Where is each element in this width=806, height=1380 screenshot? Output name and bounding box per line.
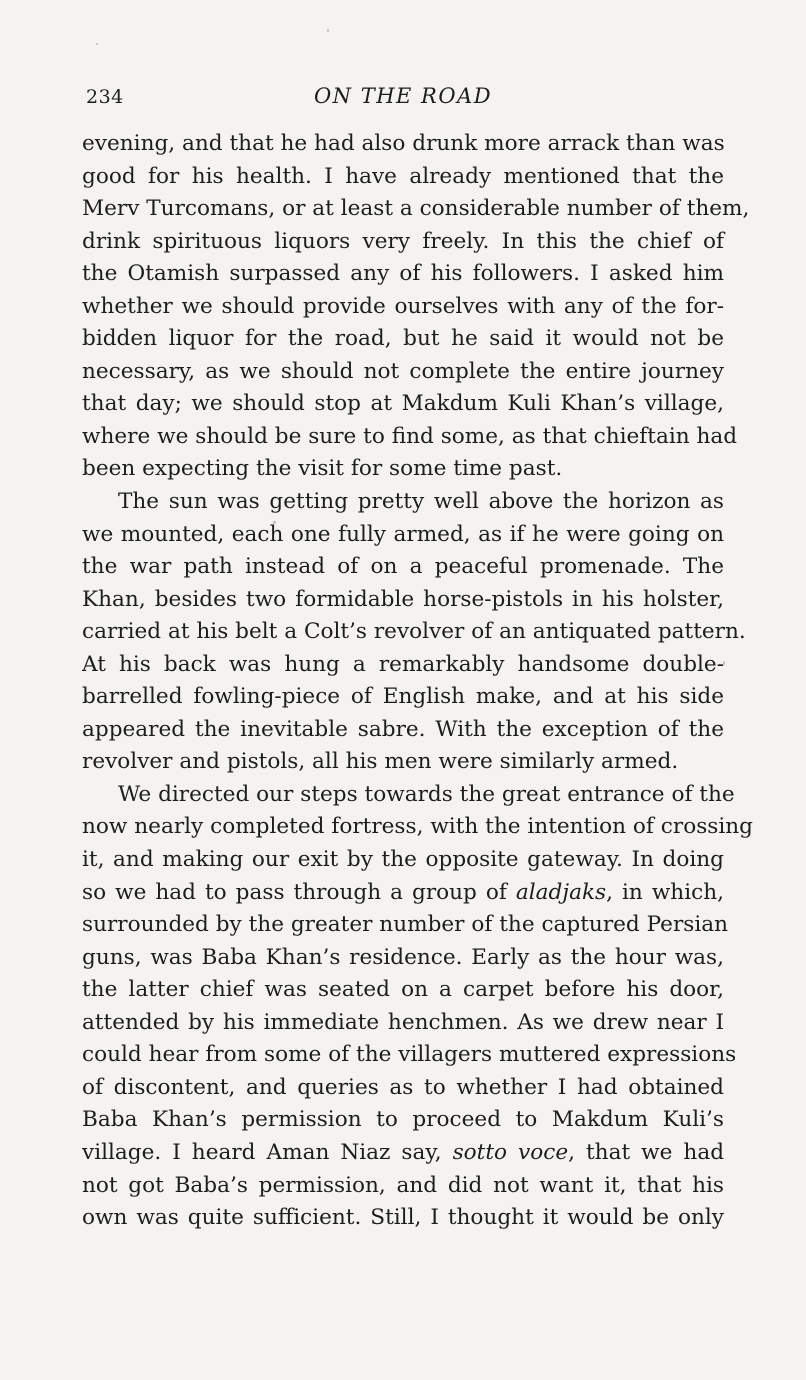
text-line: guns, was Baba Khan’s residence. Early as the hour was, <box>82 944 724 970</box>
text-line: of discontent, and queries as to whether I had obtained <box>82 1074 724 1100</box>
line-text-before: village. I heard Aman Niaz say, <box>82 1139 453 1165</box>
text-line: the latter chief was seated on a carpet before his door, <box>82 977 724 1003</box>
text-line: Baba Khan’s permission to proceed to Makdum Kuli’s <box>82 1107 724 1133</box>
paragraph-first-line: We directed our steps towards the great entrance of the <box>118 781 735 807</box>
text-line <box>82 1137 724 1170</box>
running-head: ON THE ROAD <box>313 84 493 108</box>
paper-speck <box>273 521 276 524</box>
paragraph-last-line: been expecting the visit for some time past. <box>82 456 563 482</box>
text-line: drink spirituous liquors very freely. In this the chief of <box>82 228 724 254</box>
paper-speck <box>327 29 329 32</box>
line-text-after: , in which, <box>606 879 724 905</box>
text-line: surrounded by the greater number of the captured Persian <box>82 912 729 938</box>
text-line: whether we should provide ourselves with any of the for- <box>82 293 724 319</box>
text-line: Merv Turcomans, or at least a considerable number of them, <box>82 196 750 222</box>
line-text-after: , that we had <box>568 1139 725 1165</box>
paragraph-last-line: revolver and pistols, all his men were similarly armed. <box>82 749 679 775</box>
text-line <box>82 877 724 910</box>
text-line: bidden liquor for the road, but he said it would not be <box>82 326 724 352</box>
text-line: where we should be sure to find some, as that chieftain had <box>82 423 738 449</box>
body-text <box>82 128 753 1235</box>
paragraph-first-line: The sun was getting pretty well above the horizon as <box>118 489 724 515</box>
text-line: At his back was hung a remarkably handsome double- <box>82 651 724 677</box>
text-line: that day; we should stop at Makdum Kuli Khan’s village, <box>82 391 724 417</box>
italic-term: sotto voce <box>452 1139 569 1165</box>
text-line: it, and making our exit by the opposite gateway. In doing <box>82 847 724 873</box>
text-line: attended by his immediate henchmen. As we drew near I <box>82 1009 724 1035</box>
line-text-before: so we had to pass through a group of <box>82 879 516 905</box>
text-line: appeared the inevitable sabre. With the exception of the <box>82 716 724 742</box>
text-line: not got Baba’s permission, and did not want it, that his <box>82 1172 724 1198</box>
text-line: we mounted, each one fully armed, as if he were going on <box>82 521 724 547</box>
text-line: the war path instead of on a peaceful promenade. The <box>82 554 724 580</box>
text-line: evening, and that he had also drunk more arrack than was <box>82 131 725 156</box>
page-header <box>82 82 724 116</box>
text-line: barrelled fowling-piece of English make, and at his side <box>82 684 724 710</box>
text-line: good for his health. I have already mentioned that the <box>82 163 724 189</box>
text-line: the Otamish surpassed any of his followers. I asked him <box>82 261 724 287</box>
paper-speck <box>723 661 725 665</box>
text-line: own was quite sufficient. Still, I thought it would be only <box>82 1205 724 1231</box>
text-line: necessary, as we should not complete the entire journey <box>82 358 724 384</box>
text-line: could hear from some of the villagers muttered expressions <box>82 1042 737 1068</box>
text-line: now nearly completed fortress, with the intention of crossing <box>82 814 753 840</box>
paper-speck <box>96 43 98 45</box>
page-number: 234 <box>86 86 124 108</box>
italic-term: aladjaks <box>515 879 607 905</box>
text-line: carried at his belt a Colt’s revolver of an antiquated pattern. <box>82 619 746 645</box>
text-line: Khan, besides two formidable horse-pistols in his holster, <box>82 586 724 612</box>
